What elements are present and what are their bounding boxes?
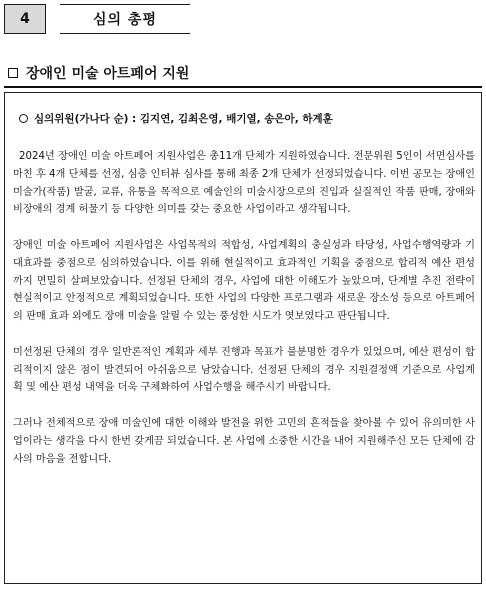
circle-outline-icon [19, 114, 28, 123]
subheading-title: 장애인 미술 아트페어 지원 [26, 66, 190, 82]
section-number: 4 [4, 4, 46, 34]
review-paragraph: 2024년 장애인 미술 아트페어 지원사업은 총11개 단체가 지원하였습니다. 전문위원 5인이 서면심사를 마친 후 4개 단체를 선정, 심층 인터뷰 심사를 통해 최종 2개 단체가 선정되었습니다. 이번 공모는 장애인 미술가(작품) 발굴, 교류, 유통을 목적으로 예술인의 미술시장으로의 진입과 실질적인 작품 판매, 장애와 비장애의 경계 허물기 등 다양한 의미를 갖는 중요한 사업이라고 생각됩니다. [13, 151, 475, 216]
review-paragraph: 미선정된 단체의 경우 일반론적인 계획과 세부 진행과 목표가 불분명한 경우가 있었으며, 예산 편성이 합리적이지 않은 점이 발견되어 아쉬움으로 남았습니다. 선정된 단체의 경우 지원결정액 기준으로 사업계획 및 예산 편성 내역을 더욱 구체화하여 사업수행을 해주시기 바랍니다. [13, 346, 475, 394]
review-box [4, 92, 482, 584]
review-paragraph: 그러나 전체적으로 장애 미술인에 대한 이해와 발전을 위한 고민의 흔적들을 찾아볼 수 있어 유의미한 사업이라는 생각을 다시 한번 갖게끔 되었습니다. 본 사업에 소중한 시간을 내어 지원해주신 모든 단체에 감사의 마음을 전합니다. [13, 417, 475, 465]
section-header [4, 4, 190, 34]
committee-label: 심의위원(가나다 순) : 김지연, 김최은영, 배기열, 송은아, 하계훈 [34, 113, 333, 125]
review-paragraph: 장애인 미술 아트페어 지원사업은 사업목적의 적합성, 사업계획의 충실성과 타당성, 사업수행역량과 기대효과를 중점으로 심의하였습니다. 이를 위해 현실적이고 효과적인 기획을 중점으로 합리적 예산 편성까지 면밀히 살펴보았습니다. 선정된 단체의 경우, 사업에 대한 이해도가 높았으며, 단계별 추진 전략이 현실적이고 안정적으로 계획되었습니다. 또한 사업의 다양한 프로그램과 새로운 장소성 등으로 아트페어의 판매 효과 외에도 장애 미술을 알릴 수 있는 풍성한 시도가 엿보였다고 판단됩니다. [13, 239, 475, 323]
review-body [13, 148, 475, 486]
section-title: 심의 총평 [60, 4, 190, 34]
square-outline-icon [8, 68, 18, 78]
heading-divider [4, 86, 482, 88]
subheading [6, 62, 476, 84]
committee-line [19, 111, 333, 126]
